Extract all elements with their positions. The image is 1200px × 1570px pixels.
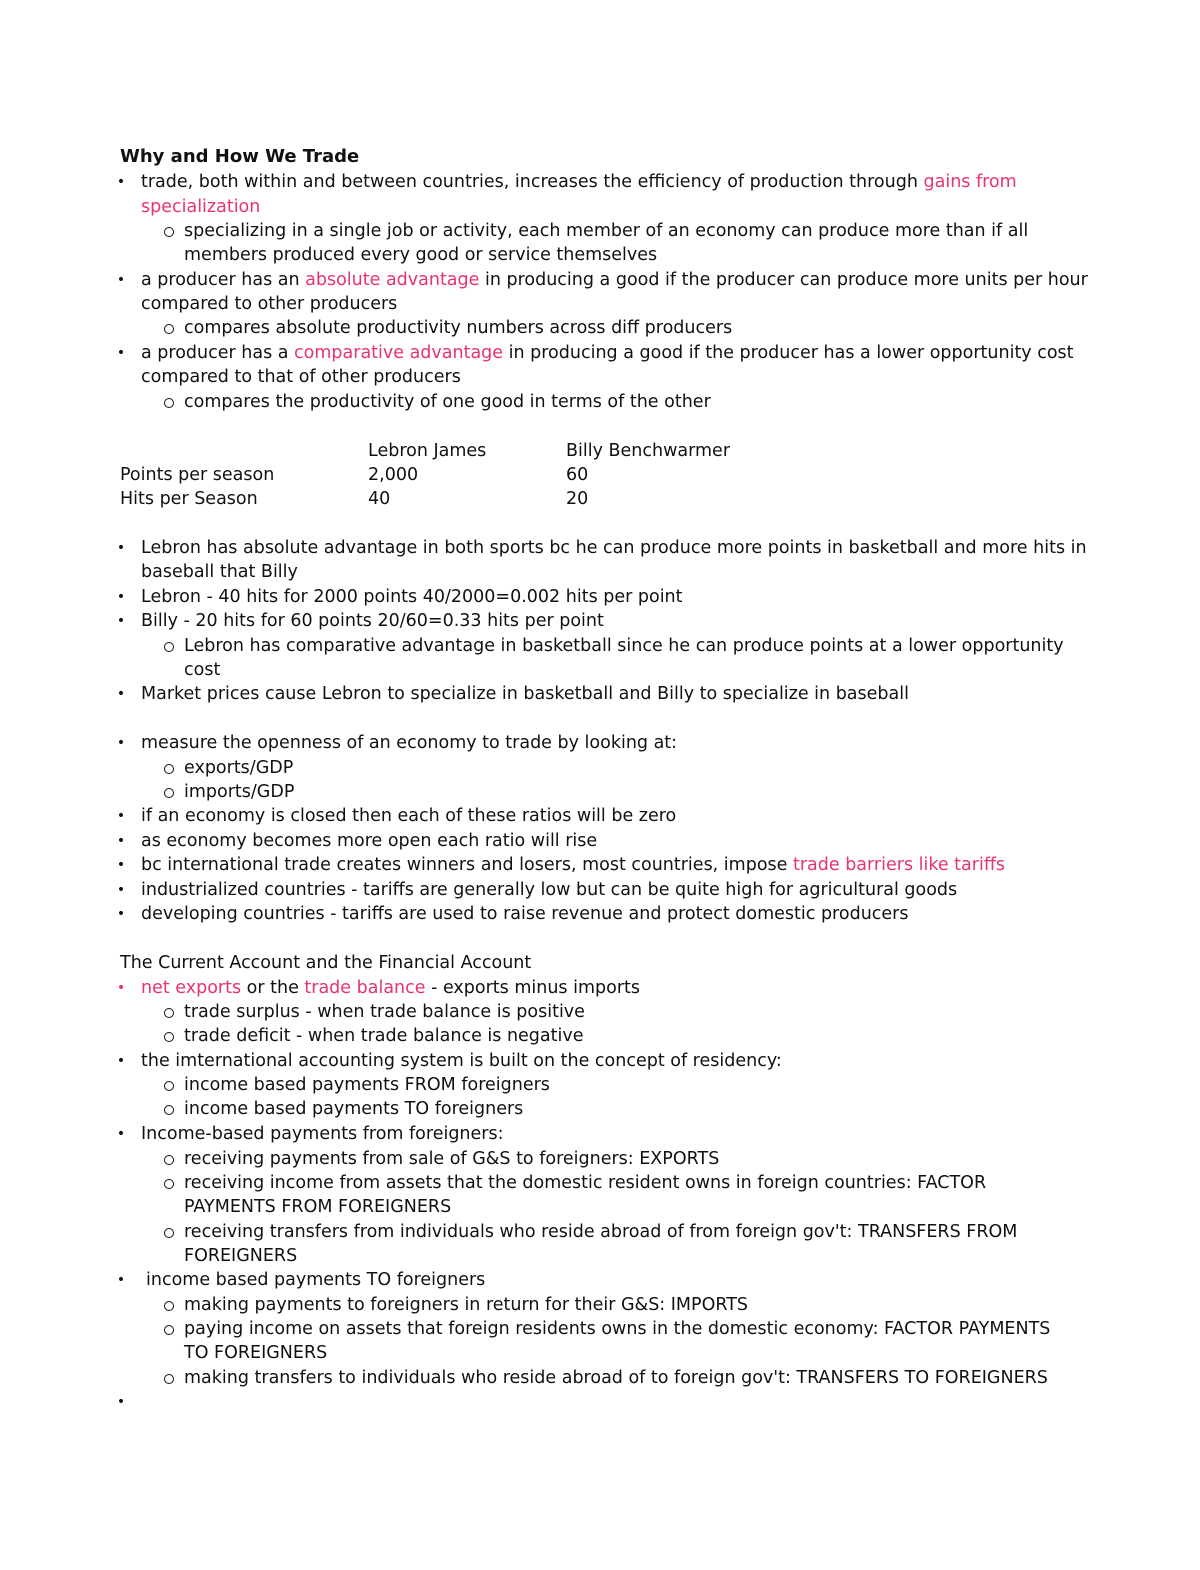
bullet-icon: • <box>116 589 126 605</box>
key-term: absolute advantage <box>305 270 480 290</box>
sub-list-item: receiving income from assets that the domestic resident owns in foreign countries: FACTOR <box>184 1173 987 1193</box>
key-term: trade balance <box>304 978 426 998</box>
list-item: developing countries - tariffs are used to raise revenue and protect domestic producers <box>141 904 909 924</box>
table-row <box>120 487 920 512</box>
hollow-circle-icon <box>162 756 176 781</box>
section-title: The Current Account and the Financial Account <box>120 953 532 973</box>
text: in producing a good if the producer has a lower opportunity cost <box>503 343 1074 363</box>
list-item-cont: compared to other producers <box>141 294 398 314</box>
table-row <box>120 463 920 488</box>
hollow-circle-icon <box>162 219 176 244</box>
bullet-icon: • <box>116 833 126 849</box>
hollow-circle-icon <box>162 1147 176 1172</box>
sub-list-item: income based payments FROM foreigners <box>184 1075 550 1095</box>
sub-list-item-cont: TO FOREIGNERS <box>184 1343 328 1363</box>
list-item: Lebron - 40 hits for 2000 points 40/2000=0.002 hits per point <box>141 587 683 607</box>
hollow-circle-icon <box>162 1366 176 1391</box>
hollow-circle-icon <box>162 1073 176 1098</box>
list-item <box>141 976 640 1001</box>
bullet-icon: • <box>116 980 126 996</box>
key-term: net exports <box>141 978 242 998</box>
text: bc international trade creates winners and losers, most countries, impose <box>141 855 793 875</box>
hollow-circle-icon <box>162 390 176 415</box>
list-item <box>141 341 1074 366</box>
section-heading: Why and How We Trade <box>120 146 360 167</box>
bullet-icon: • <box>116 540 126 556</box>
hollow-circle-icon <box>162 1000 176 1025</box>
bullet-icon: • <box>116 686 126 702</box>
sub-list-item: making payments to foreigners in return for their G&S: IMPORTS <box>184 1295 749 1315</box>
list-item: industrialized countries - tariffs are generally low but can be quite high for agricultural goods <box>141 880 958 900</box>
list-item <box>141 170 1017 195</box>
table-cell: 2,000 <box>368 465 419 485</box>
hollow-circle-icon <box>162 780 176 805</box>
list-item: if an economy is closed then each of these ratios will be zero <box>141 806 677 826</box>
table-cell: 40 <box>368 489 391 509</box>
list-item-cont: compared to that of other producers <box>141 367 461 387</box>
bullet-icon: • <box>116 1126 126 1142</box>
bullet-icon: • <box>116 174 126 190</box>
bullet-icon: • <box>116 735 126 751</box>
text: trade, both within and between countries, increases the efficiency of production through <box>141 172 924 192</box>
list-item: as economy becomes more open each ratio will rise <box>141 831 598 851</box>
list-item: measure the openness of an economy to trade by looking at: <box>141 733 678 753</box>
bullet-icon: • <box>116 1394 126 1410</box>
sub-list-item: receiving payments from sale of G&S to foreigners: EXPORTS <box>184 1149 720 1169</box>
text: or the <box>241 978 305 998</box>
list-item: Market prices cause Lebron to specialize in basketball and Billy to specialize in baseball <box>141 684 909 704</box>
sub-list-item: exports/GDP <box>184 758 294 778</box>
row-label: Points per season <box>120 465 275 485</box>
sub-list-item-cont: cost <box>184 660 221 680</box>
list-item: Lebron has absolute advantage in both sports bc he can produce more points in basketball and more hits in <box>141 538 1087 558</box>
key-term: gains from <box>923 172 1017 192</box>
hollow-circle-icon <box>162 1024 176 1049</box>
sub-list-item: income based payments TO foreigners <box>184 1099 524 1119</box>
sub-list-item: specializing in a single job or activity, each member of an economy can produce more than if all <box>184 221 1029 241</box>
sub-list-item: making transfers to individuals who reside abroad of to foreign gov't: TRANSFERS TO FOREIGNERS <box>184 1368 1048 1388</box>
sub-list-item: imports/GDP <box>184 782 295 802</box>
list-item: Income-based payments from foreigners: <box>141 1124 504 1144</box>
table-cell: 60 <box>566 465 589 485</box>
sub-list-item-cont: PAYMENTS FROM FOREIGNERS <box>184 1197 452 1217</box>
hollow-circle-icon <box>162 1317 176 1342</box>
hollow-circle-icon <box>162 1171 176 1196</box>
bullet-icon: • <box>116 272 126 288</box>
column-header: Lebron James <box>368 441 487 461</box>
bullet-icon: • <box>116 857 126 873</box>
sub-list-item-cont: FOREIGNERS <box>184 1246 298 1266</box>
sub-list-item: paying income on assets that foreign residents owns in the domestic economy: FACTOR PAYMENTS <box>184 1319 1051 1339</box>
bullet-icon: • <box>116 1272 126 1288</box>
key-term: specialization <box>141 197 261 217</box>
sub-list-item: trade deficit - when trade balance is negative <box>184 1026 584 1046</box>
list-item <box>141 853 1005 878</box>
sub-list-item: compares absolute productivity numbers across diff producers <box>184 318 733 338</box>
sub-list-item: receiving transfers from individuals who reside abroad of from foreign gov't: TRANSFERS FROM <box>184 1222 1018 1242</box>
sub-list-item: Lebron has comparative advantage in basketball since he can produce points at a lower opportunity <box>184 636 1064 656</box>
bullet-icon: • <box>116 345 126 361</box>
bullet-icon: • <box>116 1053 126 1069</box>
table-cell: 20 <box>566 489 589 509</box>
row-label: Hits per Season <box>120 489 258 509</box>
list-item: income based payments TO foreigners <box>146 1270 486 1290</box>
column-header: Billy Benchwarmer <box>566 441 731 461</box>
list-item-cont: baseball that Billy <box>141 562 298 582</box>
hollow-circle-icon <box>162 1293 176 1318</box>
text: a producer has an <box>141 270 306 290</box>
hollow-circle-icon <box>162 1220 176 1245</box>
hollow-circle-icon <box>162 1097 176 1122</box>
sub-list-item: compares the productivity of one good in terms of the other <box>184 392 711 412</box>
bullet-icon: • <box>116 808 126 824</box>
text: - exports minus imports <box>425 978 641 998</box>
sub-list-item-cont: members produced every good or service themselves <box>184 245 658 265</box>
bullet-icon: • <box>116 882 126 898</box>
list-item: Billy - 20 hits for 60 points 20/60=0.33 hits per point <box>141 611 604 631</box>
hollow-circle-icon <box>162 316 176 341</box>
text: a producer has a <box>141 343 295 363</box>
key-term: comparative advantage <box>294 343 504 363</box>
hollow-circle-icon <box>162 634 176 659</box>
list-item: the imternational accounting system is built on the concept of residency: <box>141 1051 782 1071</box>
bullet-icon: • <box>116 613 126 629</box>
bullet-icon: • <box>116 906 126 922</box>
text: in producing a good if the producer can produce more units per hour <box>479 270 1088 290</box>
table-header-row <box>120 439 920 464</box>
key-term: trade barriers like tariffs <box>792 855 1006 875</box>
sub-list-item: trade surplus - when trade balance is positive <box>184 1002 585 1022</box>
list-item <box>141 268 1088 293</box>
